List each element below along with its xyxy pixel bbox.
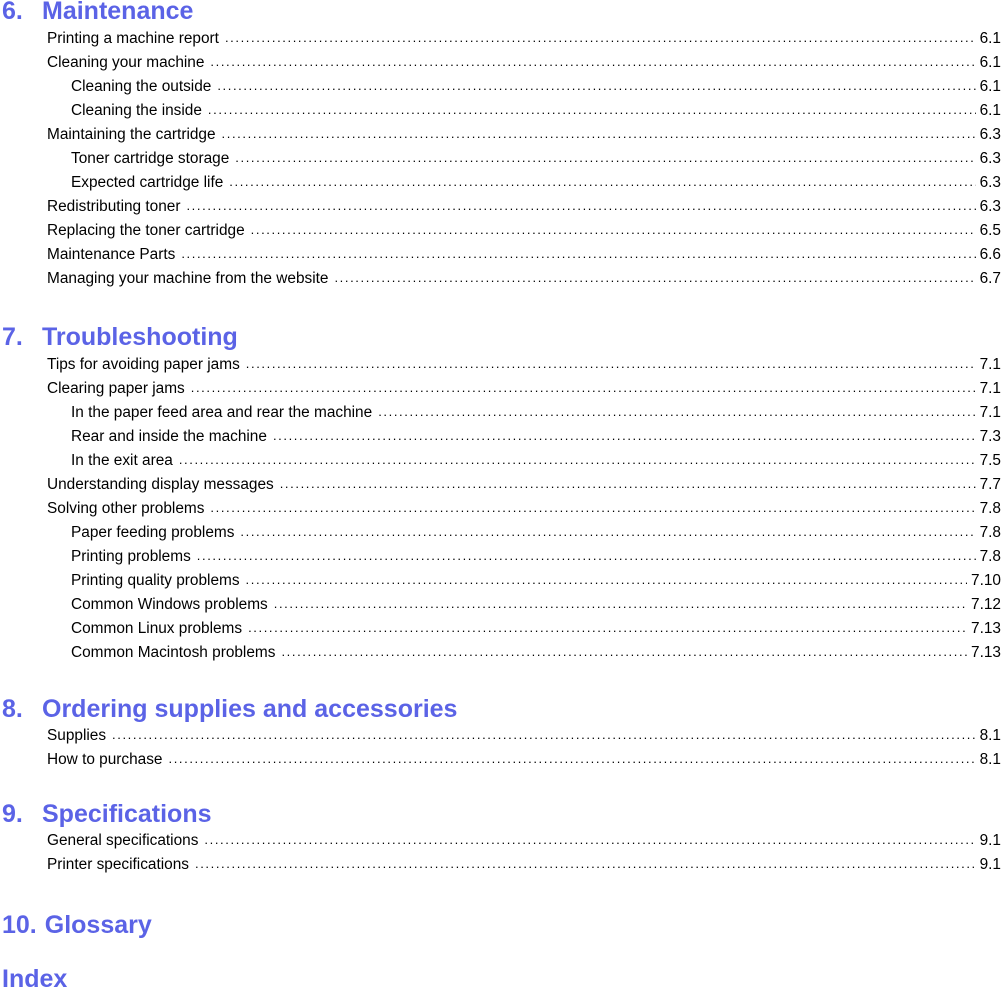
dot-leader [181, 242, 975, 266]
toc-entry[interactable] [0, 51, 1003, 75]
toc-page-number: 7.1 [979, 380, 1001, 397]
chapter-title: Glossary [44, 911, 152, 939]
dot-leader [222, 122, 976, 146]
chapter-section [0, 964, 1003, 994]
dot-leader [280, 472, 976, 496]
toc-entry[interactable] [0, 545, 1003, 569]
dot-leader [169, 747, 976, 771]
chapter-section [0, 799, 1003, 877]
dot-leader [378, 400, 975, 424]
chapter-heading [0, 322, 1003, 352]
toc-entry[interactable] [0, 75, 1003, 99]
toc-entry-title: Cleaning the outside [71, 78, 212, 95]
toc-entry-title: Paper feeding problems [71, 524, 235, 541]
toc-page-number: 6.3 [979, 150, 1001, 167]
toc-page-number: 7.3 [979, 428, 1001, 445]
toc-page-number: 7.13 [971, 644, 1001, 661]
dot-leader [210, 496, 975, 520]
toc-page-number: 7.1 [979, 356, 1001, 373]
chapter-heading [0, 0, 1003, 26]
toc-entry-title: In the exit area [71, 452, 173, 469]
chapter-title: Specifications [42, 800, 212, 828]
toc-entry[interactable] [0, 243, 1003, 267]
dot-leader [235, 146, 975, 170]
toc-entry-title: Printer specifications [47, 856, 189, 873]
toc-entry[interactable] [0, 99, 1003, 123]
chapter-heading [0, 694, 1003, 724]
chapter-title: Ordering supplies and accessories [42, 695, 458, 723]
toc-page-number: 9.1 [979, 856, 1001, 873]
toc-page-number: 7.1 [979, 404, 1001, 421]
toc-page-number: 8.1 [979, 751, 1001, 768]
toc-entry[interactable] [0, 449, 1003, 473]
toc-page-number: 6.6 [979, 246, 1001, 263]
toc-entry-list [0, 353, 1003, 665]
dot-leader [186, 194, 975, 218]
chapter-section [0, 0, 1003, 291]
toc-page-number: 7.13 [971, 620, 1001, 637]
toc-page-number: 6.1 [979, 78, 1001, 95]
toc-entry-title: How to purchase [47, 751, 163, 768]
toc-entry[interactable] [0, 473, 1003, 497]
chapter-number: 7. [2, 323, 23, 351]
toc-entry-title: Rear and inside the machine [71, 428, 267, 445]
toc-entry-title: General specifications [47, 832, 199, 849]
toc-entry-title: Replacing the toner cartridge [47, 222, 245, 239]
toc-entry[interactable] [0, 593, 1003, 617]
toc-entry-list [0, 27, 1003, 291]
toc-entry-title: Maintaining the cartridge [47, 126, 216, 143]
toc-entry-list [0, 829, 1003, 877]
toc-page-number: 7.7 [979, 476, 1001, 493]
toc-entry-title: Supplies [47, 727, 107, 744]
dot-leader [273, 424, 976, 448]
dot-leader [112, 723, 976, 747]
toc-entry[interactable] [0, 377, 1003, 401]
toc-entry[interactable] [0, 829, 1003, 853]
toc-page-number: 6.3 [979, 126, 1001, 143]
toc-entry[interactable] [0, 267, 1003, 291]
toc-entry-title: Printing a machine report [47, 30, 219, 47]
dot-leader [195, 852, 976, 876]
toc-entry[interactable] [0, 521, 1003, 545]
toc-entry-title: Printing quality problems [71, 572, 240, 589]
toc-entry-title: Expected cartridge life [71, 174, 224, 191]
toc-entry[interactable] [0, 497, 1003, 521]
toc-entry-title: Tips for avoiding paper jams [47, 356, 240, 373]
toc-entry[interactable] [0, 425, 1003, 449]
dot-leader [208, 98, 976, 122]
dot-leader [246, 352, 976, 376]
toc-entry-title: Redistributing toner [47, 198, 181, 215]
toc-page-number: 8.1 [979, 727, 1001, 744]
toc-entry[interactable] [0, 219, 1003, 243]
toc-entry-title: Common Macintosh problems [71, 644, 276, 661]
toc-entry[interactable] [0, 147, 1003, 171]
toc-entry-title: Clearing paper jams [47, 380, 185, 397]
toc-page-number: 9.1 [979, 832, 1001, 849]
toc-page-number: 6.7 [979, 270, 1001, 287]
dot-leader [210, 50, 975, 74]
chapter-heading[interactable] [0, 910, 1003, 940]
toc-entry-title: Common Linux problems [71, 620, 243, 637]
chapter-number: 9. [2, 800, 23, 828]
dot-leader [197, 544, 976, 568]
dot-leader [251, 218, 976, 242]
toc-entry[interactable] [0, 724, 1003, 748]
dot-leader [217, 74, 975, 98]
toc-entry[interactable] [0, 617, 1003, 641]
toc-entry-title: Cleaning your machine [47, 54, 205, 71]
toc-entry[interactable] [0, 123, 1003, 147]
dot-leader [191, 376, 976, 400]
toc-entry[interactable] [0, 353, 1003, 377]
toc-entry-title: Printing problems [71, 548, 191, 565]
dot-leader [179, 448, 976, 472]
toc-page-number: 6.1 [979, 30, 1001, 47]
toc-page-number: 7.8 [979, 500, 1001, 517]
toc-entry-title: In the paper feed area and rear the machine [71, 404, 373, 421]
toc-page-number: 6.3 [979, 198, 1001, 215]
toc-page-number: 6.5 [979, 222, 1001, 239]
chapter-title: Index [2, 965, 68, 993]
chapter-title: Troubleshooting [42, 323, 238, 351]
toc-page-number: 7.8 [979, 548, 1001, 565]
toc-entry-title: Toner cartridge storage [71, 150, 230, 167]
toc-entry[interactable] [0, 195, 1003, 219]
dot-leader [274, 592, 967, 616]
dot-leader [246, 568, 968, 592]
toc-page-number: 7.10 [971, 572, 1001, 589]
dot-leader [240, 520, 975, 544]
chapter-number: 6. [2, 0, 23, 25]
chapter-section [0, 694, 1003, 772]
toc-entry[interactable] [0, 641, 1003, 665]
chapter-number: 10. [2, 911, 37, 939]
toc-entry[interactable] [0, 569, 1003, 593]
toc-entry-title: Understanding display messages [47, 476, 274, 493]
chapter-heading[interactable] [0, 964, 1003, 994]
dot-leader [225, 26, 976, 50]
toc-entry-title: Common Windows problems [71, 596, 268, 613]
dot-leader [334, 266, 975, 290]
dot-leader [248, 616, 967, 640]
chapter-number: 8. [2, 695, 23, 723]
toc-page-number: 7.5 [979, 452, 1001, 469]
toc-entry-title: Cleaning the inside [71, 102, 202, 119]
toc-entry[interactable] [0, 853, 1003, 877]
toc-page-number: 6.3 [979, 174, 1001, 191]
toc-entry[interactable] [0, 171, 1003, 195]
chapter-section [0, 322, 1003, 665]
chapter-title: Maintenance [42, 0, 194, 25]
toc-entry[interactable] [0, 748, 1003, 772]
toc-entry-title: Maintenance Parts [47, 246, 176, 263]
toc-page-number: 6.1 [979, 102, 1001, 119]
toc-entry-title: Solving other problems [47, 500, 205, 517]
toc-entry-title: Managing your machine from the website [47, 270, 329, 287]
dot-leader [204, 828, 975, 852]
toc-page-number: 6.1 [979, 54, 1001, 71]
toc-page-number: 7.12 [971, 596, 1001, 613]
dot-leader [281, 640, 967, 664]
chapter-heading [0, 799, 1003, 829]
chapter-section [0, 910, 1003, 940]
toc-entry-list [0, 724, 1003, 772]
toc-entry[interactable] [0, 401, 1003, 425]
toc-page-number: 7.8 [979, 524, 1001, 541]
toc-entry[interactable] [0, 27, 1003, 51]
dot-leader [229, 170, 975, 194]
